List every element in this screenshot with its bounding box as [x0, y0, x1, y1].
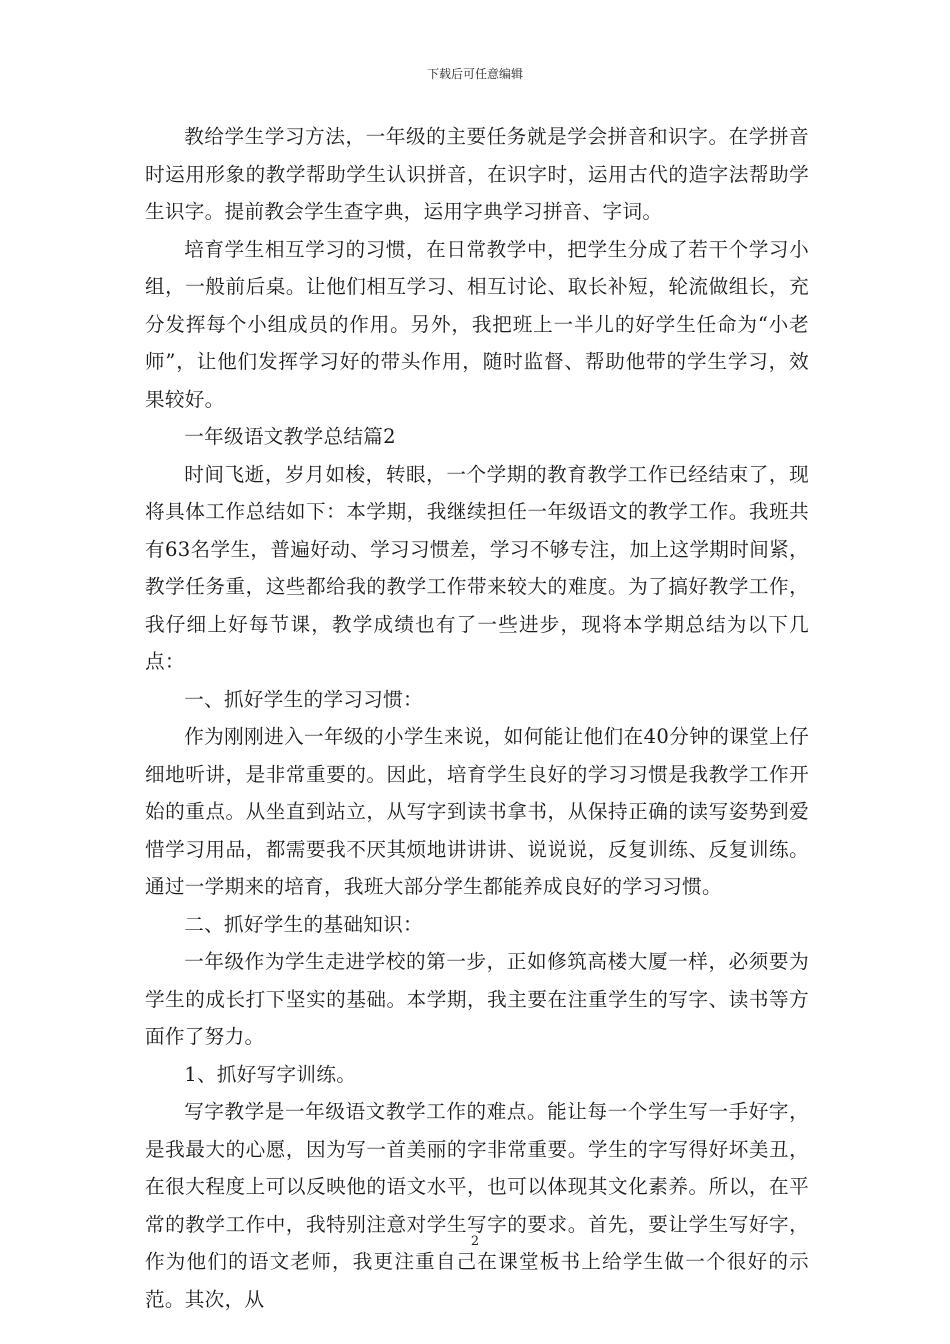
- document-body: [145, 118, 809, 1318]
- paragraph-writing-training: 写字教学是一年级语文教学工作的难点。能让每一个学生写一手好字，是我最大的心愿，因为写一首美丽的字非常重要。学生的字写得好坏美丑，在很大程度上可以反映他的语文水平，也可以体现其文化素养。所以，在平常的教学工作中，我特别注意对学生写字的要求。首先，要让学生写好字，作为他们的语文老师，我更注重自己在课堂板书上给学生做一个很好的示范。其次，从: [145, 1100, 809, 1311]
- heading-study-habits: 一、抓好学生的学习习惯：: [184, 687, 423, 711]
- section-title-summary-2: 一年级语文教学总结篇2: [184, 425, 396, 448]
- page-number: 2: [470, 1234, 480, 1249]
- paragraph-study-habits: 作为刚刚进入一年级的小学生来说，如何能让他们在40分钟的课堂上仔细地听讲，是非常重要的。因此，培育学生良好的学习习惯是我教学工作开始的重点。从坐直到站立，从写字到读书拿书，从保持正确的读写姿势到爱惜学习用品，都需要我不厌其烦地讲讲讲、说说说，反复训练、反复训练。通过一学期来的培育，我班大部分学生都能养成良好的学习习惯。: [145, 725, 809, 898]
- paragraph-study-methods: 教给学生学习方法，一年级的主要任务就是学会拼音和识字。在学拼音时运用形象的教学帮助学生认识拼音，在识字时，运用古代的造字法帮助学生识字。提前教会学生查字典，运用字典学习拼音、字词。: [145, 125, 809, 223]
- page-header: 下载后可任意编辑: [426, 67, 523, 81]
- paragraph-introduction: 时间飞逝，岁月如梭，转眼，一个学期的教育教学工作已经结束了，现将具体工作总结如下：本学期，我继续担任一年级语文的教学工作。我班共有63名学生，普遍好动、学习习惯差，学习不够专注，加上这学期时间紧，教学任务重，这些都给我的教学工作带来较大的难度。为了搞好教学工作，我仔细上好每节课，教学成绩也有了一些进步，现将本学期总结为以下几点：: [145, 462, 809, 673]
- paragraph-mutual-learning: 培育学生相互学习的习惯，在日常教学中，把学生分成了若干个学习小组，一般前后桌。让他们相互学习、相互讨论、取长补短，轮流做组长，充分发挥每个小组成员的作用。另外，我把班上一半儿的好学生任命为“小老师”，让他们发挥学习好的带头作用，随时监督、帮助他带的学生学习，效果较好。: [145, 237, 809, 411]
- heading-basic-knowledge: 二、抓好学生的基础知识：: [184, 912, 423, 936]
- paragraph-basic-knowledge: 一年级作为学生走进学校的第一步，正如修筑高楼大厦一样，必须要为学生的成长打下坚实的基础。本学期，我主要在注重学生的写字、读书等方面作了努力。: [145, 950, 809, 1048]
- heading-writing-training: 1、抓好写字训练。: [184, 1062, 357, 1086]
